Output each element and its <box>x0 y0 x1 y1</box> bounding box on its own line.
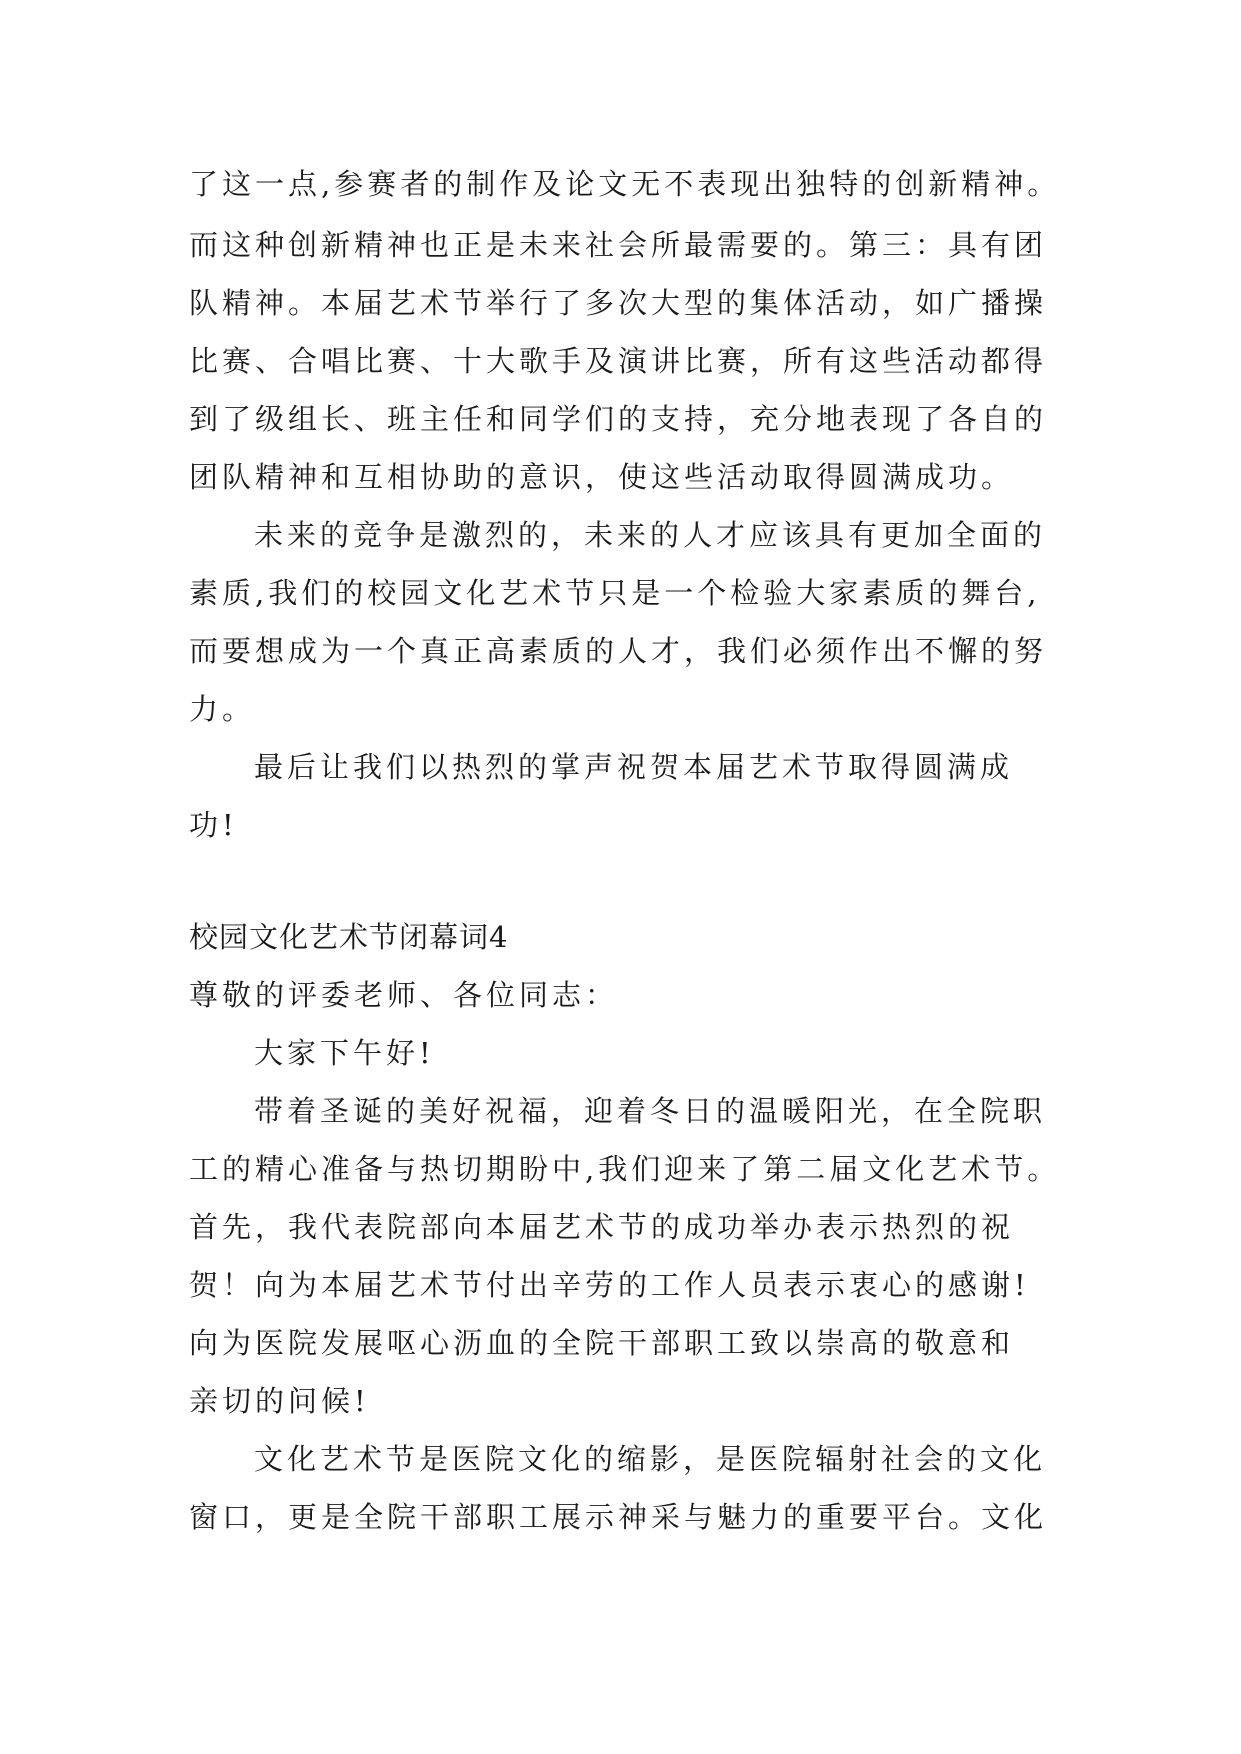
paragraph-line: 到了级组长、班主任和同学们的支持，充分地表现了各自的 <box>189 402 1048 436</box>
paragraph-line: 功! <box>189 808 238 842</box>
paragraph-line: 而这种创新精神也正是未来社会所最需要的。第三：具有团 <box>189 228 1048 262</box>
paragraph-line: 素质,我们的校园文化艺术节只是一个检验大家素质的舞台, <box>189 576 1041 610</box>
paragraph-line: 力。 <box>189 692 256 726</box>
paragraph-line: 向为医院发展呕心沥血的全院干部职工致以崇高的敬意和 <box>189 1326 1015 1360</box>
paragraph-line: 带着圣诞的美好祝福，迎着冬日的温暖阳光，在全院职 <box>254 1094 1047 1128</box>
paragraph-line: 文化艺术节是医院文化的缩影，是医院辐射社会的文化 <box>254 1442 1047 1476</box>
paragraph-line: 首先，我代表院部向本届艺术节的成功举办表示热烈的祝 <box>189 1210 1015 1244</box>
paragraph-line: 贺！向为本届艺术节付出辛劳的工作人员表示衷心的感谢! <box>189 1268 1030 1302</box>
paragraph-line: 了这一点,参赛者的制作及论文无不表现出独特的创新精神。 <box>189 167 1061 201</box>
salutation: 尊敬的评委老师、各位同志： <box>189 978 619 1012</box>
paragraph-line: 亲切的问候! <box>189 1384 370 1418</box>
paragraph-line: 窗口，更是全院干部职工展示神采与魅力的重要平台。文化 <box>189 1500 1048 1534</box>
paragraph-line: 未来的竞争是激烈的，未来的人才应该具有更加全面的 <box>254 518 1047 552</box>
paragraph-line: 团队精神和互相协助的意识，使这些活动取得圆满成功。 <box>189 460 1015 494</box>
paragraph-line: 而要想成为一个真正高素质的人才，我们必须作出不懈的努 <box>189 634 1048 668</box>
greeting: 大家下午好! <box>254 1036 435 1070</box>
paragraph-line: 工的精心准备与热切期盼中,我们迎来了第二届文化艺术节。 <box>189 1152 1061 1186</box>
paragraph-line: 队精神。本届艺术节举行了多次大型的集体活动，如广播操 <box>189 286 1048 320</box>
section-title: 校园文化艺术节闭幕词4 <box>189 920 509 954</box>
paragraph-line: 最后让我们以热烈的掌声祝贺本届艺术节取得圆满成 <box>254 750 1014 784</box>
paragraph-line: 比赛、合唱比赛、十大歌手及演讲比赛，所有这些活动都得 <box>189 344 1048 378</box>
